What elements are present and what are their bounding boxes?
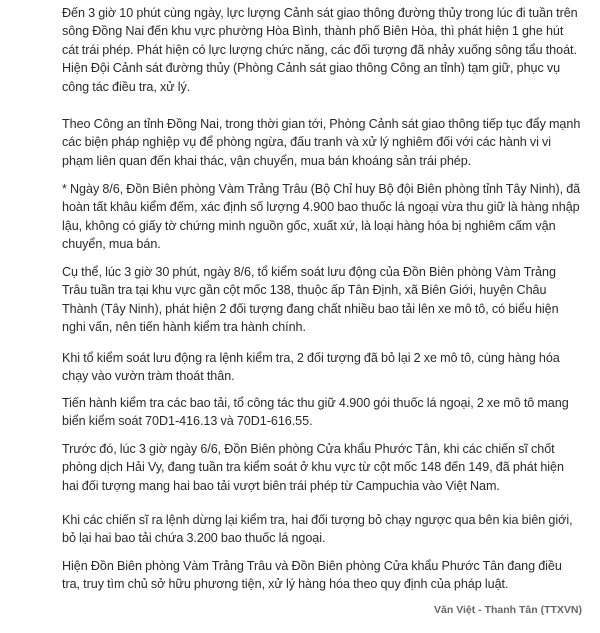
article-paragraph: Khi các chiến sĩ ra lệnh dừng lại kiểm tra, hai đối tượng bỏ chạy ngược qua bên kia biên giới, bỏ lại hai bao tải chứa 3.200 bao thuốc lá ngoại. bbox=[62, 513, 573, 546]
article-paragraph: Hiện Đồn Biên phòng Vàm Trảng Trâu và Đồn Biên phòng Cửa khẩu Phước Tân đang điều tra, truy tìm chủ sở hữu phương tiện, xử lý hàng hóa theo quy định của pháp luật. bbox=[62, 559, 562, 592]
article-paragraph: Trước đó, lúc 3 giờ ngày 6/6, Đồn Biên phòng Cửa khẩu Phước Tân, khi các chiến sĩ chốt phòng dịch Hải Vy, đang tuần tra kiểm soát ở khu vực từ cột mốc 148 đến 149, đã phát hiện hai đối tượng mang hai bao tải vượt biên trái phép từ Campuchia vào Việt Nam. bbox=[62, 442, 564, 493]
article-paragraph: * Ngày 8/6, Đồn Biên phòng Vàm Trảng Trâu (Bộ Chỉ huy Bộ đội Biên phòng tỉnh Tây Ninh), đã hoàn tất khâu kiểm đếm, xác định số lượng 4.900 bao thuốc lá ngoại vừa thu giữ là hàng nhập lậu, không có giấy tờ chứng minh nguồn gốc, xuất xứ, là loại hàng hóa bị nghiêm cấm vận chuyển, mua bán. bbox=[62, 182, 581, 252]
article-paragraph: Khi tổ kiểm soát lưu động ra lệnh kiểm tra, 2 đối tượng đã bỏ lại 2 xe mô tô, cùng hàng hóa chạy vào vườn tràm thoát thân. bbox=[62, 351, 560, 384]
article-paragraph: Đến 3 giờ 10 phút cùng ngày, lực lượng Cảnh sát giao thông đường thủy trong lúc đi tuần trên sông Đồng Nai đến khu vực phường Hòa Bình, thành phố Biên Hòa, thì phát hiện 1 ghe hút cát trái phép. Phát hiện có lực lượng chức năng, các đối tượng đã nhảy xuống sông tẩu thoát. Hiện Đội Cảnh sát đường thủy (Phòng Cảnh sát giao thông Công an tỉnh) tạm giữ, phục vụ công tác điều tra, xử lý. bbox=[62, 6, 578, 94]
article-paragraph: Tiến hành kiểm tra các bao tải, tổ công tác thu giữ 4.900 gói thuốc lá ngoại, 2 xe mô tô mang biển kiểm soát 70D1-416.13 và 70D1-616.55. bbox=[62, 396, 569, 429]
article-paragraph: Cụ thể, lúc 3 giờ 30 phút, ngày 8/6, tổ kiểm soát lưu động của Đồn Biên phòng Vàm Trảng Trâu tuần tra tại khu vực gần cột mốc 138, thuộc ấp Tân Định, xã Biên Giới, huyện Châu Thành (Tây Ninh), phát hiện 2 đối tượng đang chất nhiều bao tải lên xe mô tô, có biểu hiện nghi vấn, nên tiến hành kiểm tra hành chính. bbox=[62, 265, 559, 335]
article-paragraph: Theo Công an tỉnh Đồng Nai, trong thời gian tới, Phòng Cảnh sát giao thông tiếp tục đẩy mạnh các biện pháp nghiệp vụ để phòng ngừa, đấu tranh và xử lý nghiêm đối với các hành vi vi phạm liên quan đến khai thác, vận chuyển, mua bán khoáng sản trái phép. bbox=[62, 117, 581, 168]
author-byline: Văn Việt - Thanh Tân (TTXVN) bbox=[434, 604, 582, 616]
